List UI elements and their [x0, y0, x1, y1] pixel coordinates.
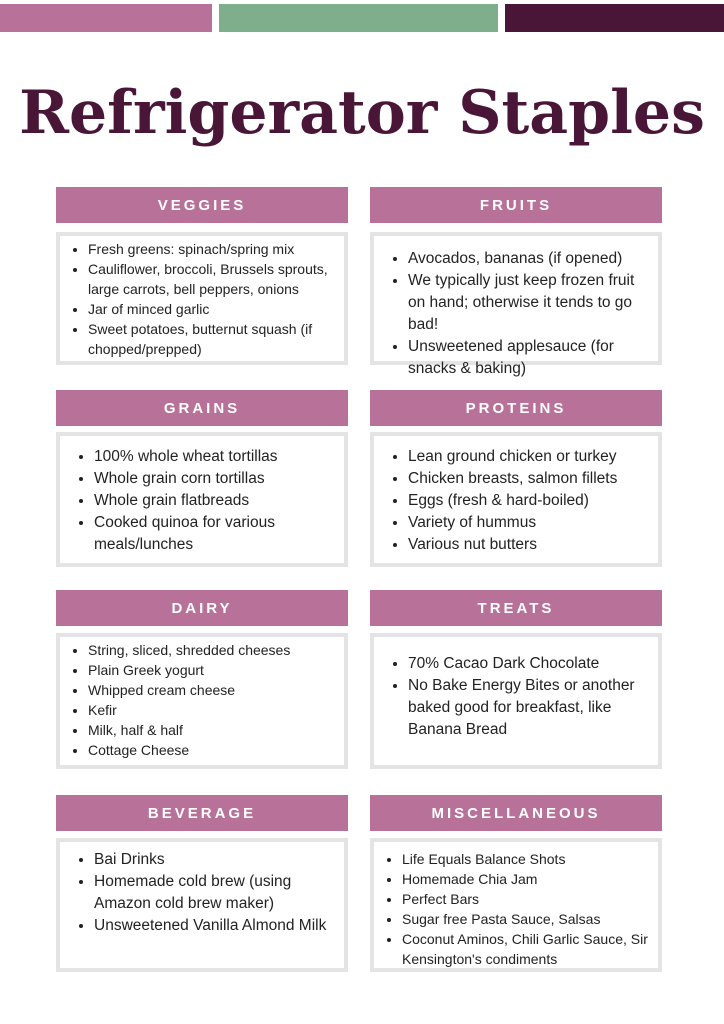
list-item: • Chicken breasts, salmon fillets: [408, 468, 650, 490]
section-miscellaneous: [370, 795, 662, 972]
list-item: • Cottage Cheese: [88, 740, 336, 760]
section-box: [56, 633, 348, 769]
section-header: FRUITS: [370, 187, 662, 223]
section-box: [56, 232, 348, 365]
top-bar-plum: [505, 4, 724, 32]
section-header: TREATS: [370, 590, 662, 626]
list-item: • Cooked quinoa for various meals/lunches: [94, 512, 336, 556]
section-header: BEVERAGE: [56, 795, 348, 831]
item-list: [60, 640, 344, 760]
section-box: [56, 432, 348, 567]
list-item: • Whole grain flatbreads: [94, 490, 336, 512]
section-box: [370, 232, 662, 377]
section-header: GRAINS: [56, 390, 348, 426]
top-bar-pink: [0, 4, 212, 32]
list-item: • Milk, half & half: [88, 720, 336, 740]
list-item: • String, sliced, shredded cheeses: [88, 640, 336, 660]
item-list: [60, 849, 344, 937]
section-proteins: [370, 390, 662, 567]
item-list: [374, 248, 658, 380]
section-header: DAIRY: [56, 590, 348, 626]
item-list: [60, 446, 344, 556]
list-item: • Jar of minced garlic: [88, 299, 336, 319]
list-item: • Perfect Bars: [402, 889, 650, 909]
item-list: [374, 446, 658, 556]
list-item: • Various nut butters: [408, 534, 650, 556]
section-grains: [56, 390, 348, 567]
section-veggies: [56, 187, 348, 365]
list-item: • Kefir: [88, 700, 336, 720]
list-item: • Whole grain corn tortillas: [94, 468, 336, 490]
list-item: • Eggs (fresh & hard-boiled): [408, 490, 650, 512]
section-header: VEGGIES: [56, 187, 348, 223]
list-item: • 70% Cacao Dark Chocolate: [408, 653, 650, 675]
list-item: • Homemade cold brew (using Amazon cold brew maker): [94, 871, 336, 915]
list-item: • Coconut Aminos, Chili Garlic Sauce, Sir Kensington's condiments: [402, 929, 650, 969]
section-header: MISCELLANEOUS: [370, 795, 662, 831]
list-item: • Cauliflower, broccoli, Brussels sprouts, large carrots, bell peppers, onions: [88, 259, 336, 299]
section-fruits: [370, 187, 662, 377]
list-item: • 100% whole wheat tortillas: [94, 446, 336, 468]
list-item: • No Bake Energy Bites or another baked good for breakfast, like Banana Bread: [408, 675, 650, 741]
section-box: [56, 838, 348, 972]
top-bar-green: [219, 4, 498, 32]
list-item: • Sweet potatoes, butternut squash (if chopped/prepped): [88, 319, 336, 359]
item-list: [374, 653, 658, 741]
section-dairy: [56, 590, 348, 769]
list-item: • Sugar free Pasta Sauce, Salsas: [402, 909, 650, 929]
section-box: [370, 432, 662, 567]
item-list: [60, 239, 344, 359]
list-item: • Plain Greek yogurt: [88, 660, 336, 680]
section-header: PROTEINS: [370, 390, 662, 426]
page-title: Refrigerator Staples: [19, 78, 705, 148]
list-item: • Variety of hummus: [408, 512, 650, 534]
item-list: [374, 849, 658, 969]
list-item: • Whipped cream cheese: [88, 680, 336, 700]
list-item: • Homemade Chia Jam: [402, 869, 650, 889]
list-item: • Unsweetened applesauce (for snacks & baking): [408, 336, 650, 380]
list-item: • Lean ground chicken or turkey: [408, 446, 650, 468]
list-item: • Unsweetened Vanilla Almond Milk: [94, 915, 336, 937]
list-item: • We typically just keep frozen fruit on hand; otherwise it tends to go bad!: [408, 270, 650, 336]
list-item: • Life Equals Balance Shots: [402, 849, 650, 869]
section-box: [370, 633, 662, 769]
section-beverage: [56, 795, 348, 972]
section-box: [370, 838, 662, 972]
list-item: • Bai Drinks: [94, 849, 336, 871]
list-item: • Avocados, bananas (if opened): [408, 248, 650, 270]
section-treats: [370, 590, 662, 769]
list-item: • Fresh greens: spinach/spring mix: [88, 239, 336, 259]
